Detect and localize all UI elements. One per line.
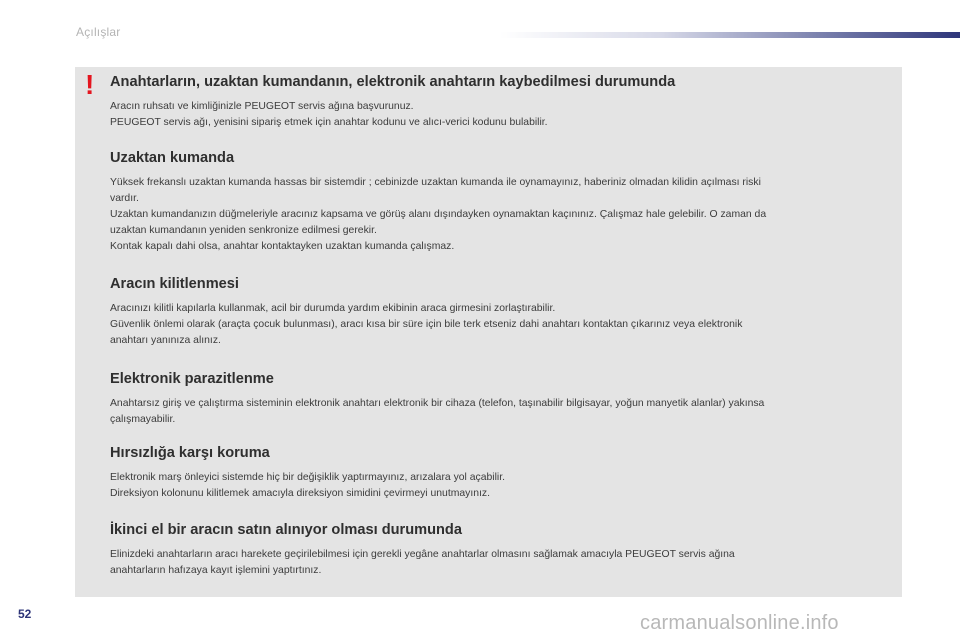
exclamation-icon: ! (85, 69, 95, 100)
header-gradient-bar (500, 32, 960, 38)
section-line: Anahtarsız giriş ve çalıştırma sisteminin elektronik anahtarı elektronik bir cihaza (telefon, taşınabilir bilgisayar, yoğun manyetik alanlar) yakınsa (110, 398, 765, 409)
section-title: Aracın kilitlenmesi (110, 276, 239, 292)
section-title: Elektronik parazitlenme (110, 371, 274, 387)
section-line: vardır. (110, 193, 139, 204)
chapter-title: Açılışlar (76, 25, 121, 39)
section-line: çalışmayabilir. (110, 414, 176, 425)
warning-panel (75, 67, 902, 597)
section-used-vehicle (110, 521, 735, 579)
watermark: carmanualsonline.info (640, 612, 839, 634)
section-title: Anahtarların, uzaktan kumandanın, elektronik anahtarın kaybedilmesi durumunda (110, 74, 676, 90)
section-line: Direksiyon kolonunu kilitlemek amacıyla direksiyon simidini çevirmeyi unutmayınız. (110, 488, 490, 499)
section-line: Güvenlik önlemi olarak (araçta çocuk bulunması), aracı kısa bir süre için bile terk etseniz dahi anahtarı kontaktan çıkarınız veya elektronik (110, 319, 743, 330)
section-line: anahtarların hafızaya kayıt işlemini yaptırtınız. (110, 565, 322, 576)
section-title: Uzaktan kumanda (110, 150, 235, 166)
section-line: PEUGEOT servis ağı, yenisini sipariş etmek için anahtar kodunu ve alıcı-verici kodunu bulabilir. (110, 117, 548, 128)
section-theft-protection (110, 444, 505, 502)
section-line: Aracın ruhsatı ve kimliğinizle PEUGEOT servis ağına başvurunuz. (110, 101, 414, 112)
section-line: uzaktan kumandanın yeniden senkronize edilmesi gerekir. (110, 225, 377, 236)
section-line: Elinizdeki anahtarların aracı harekete geçirilebilmesi için gerekli yegâne anahtarlar olmasını sağlamak amacıyla PEUGEOT servis ağına (110, 549, 735, 560)
section-title: İkinci el bir aracın satın alınıyor olması durumunda (110, 522, 462, 538)
section-remote-control (110, 149, 766, 255)
section-line: Kontak kapalı dahi olsa, anahtar kontaktayken uzaktan kumanda çalışmaz. (110, 241, 455, 252)
section-line: anahtarı yanınıza alınız. (110, 335, 221, 346)
section-line: Elektronik marş önleyici sistemde hiç bir değişiklik yaptırmayınız, arızalara yol açabilir. (110, 472, 505, 483)
section-line: Uzaktan kumandanızın düğmeleriyle aracınız kapsama ve görüş alanı dışındayken oynamaktan kaçınınız. Çalışmaz hale gelebilir. O zaman da (110, 209, 767, 220)
page-number: 52 (18, 607, 32, 621)
section-lost-keys (110, 73, 675, 131)
section-line: Aracınızı kilitli kapılarla kullanmak, acil bir durumda yardım ekibinin araca girmesini zorlaştırabilir. (110, 303, 556, 314)
section-title: Hırsızlığa karşı koruma (110, 445, 270, 461)
section-line: Yüksek frekanslı uzaktan kumanda hassas bir sistemdir ; cebinizde uzaktan kumanda ile oynamayınız, haberiniz olmadan kilidin açılması riski (110, 177, 761, 188)
section-vehicle-locking (110, 275, 742, 349)
section-electronic-interference (110, 370, 764, 428)
